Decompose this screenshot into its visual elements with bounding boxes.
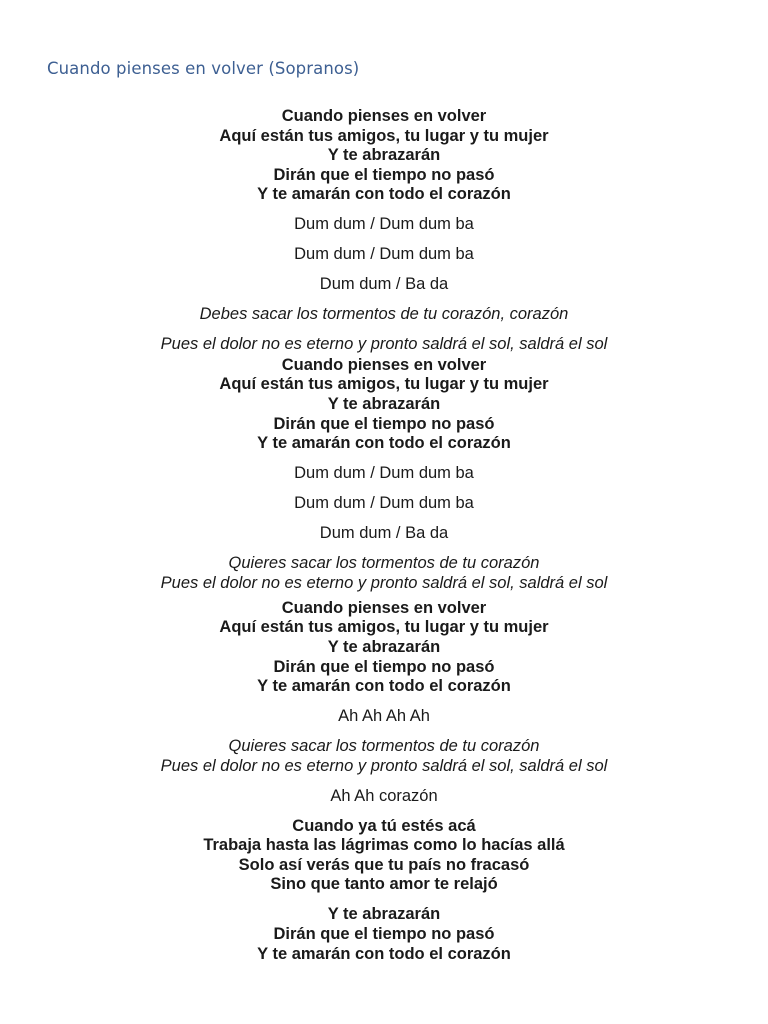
verse-block [0, 554, 768, 593]
vocal-block [0, 787, 768, 807]
lyric-line: Pues el dolor no es eterno y pronto saldrá el sol, saldrá el sol [160, 335, 608, 354]
verse-block [0, 305, 768, 325]
vocal-block [0, 464, 768, 484]
chorus-block [0, 107, 768, 205]
lyric-line: Quieres sacar los tormentos de tu corazón [228, 737, 540, 756]
chorus-block [0, 599, 768, 697]
document-title: Cuando pienses en volver (Sopranos) [47, 59, 360, 78]
lyric-line: Dum dum / Dum dum ba [294, 245, 474, 264]
vocal-block [0, 707, 768, 727]
lyric-line: Dirán que el tiempo no pasó [273, 414, 495, 433]
lyric-line: Dum dum / Dum dum ba [294, 464, 474, 483]
lyric-line: Dirán que el tiempo no pasó [273, 925, 495, 944]
lyric-line: Ah Ah Ah Ah [338, 707, 430, 726]
lyric-line: Dum dum / Ba da [319, 524, 449, 543]
bridge-block [0, 817, 768, 895]
vocal-block [0, 524, 768, 544]
lyric-line: Sino que tanto amor te relajó [270, 875, 498, 894]
lyric-line: Y te abrazarán [327, 637, 441, 656]
vocal-block [0, 215, 768, 235]
lyric-line: Debes sacar los tormentos de tu corazón, corazón [199, 305, 569, 324]
vocal-block [0, 275, 768, 295]
lyric-line: Y te amarán con todo el corazón [257, 185, 511, 204]
lyric-line: Y te abrazarán [327, 146, 441, 165]
lyric-line: Aquí están tus amigos, tu lugar y tu mujer [219, 126, 549, 145]
chorus-block [0, 905, 768, 964]
lyric-line: Cuando pienses en volver [281, 107, 487, 125]
lyric-line: Y te amarán con todo el corazón [257, 944, 511, 963]
vocal-block [0, 245, 768, 265]
lyric-line: Cuando pienses en volver [281, 355, 487, 374]
lyric-line: Y te abrazarán [327, 395, 441, 414]
lyric-line: Cuando ya tú estés acá [292, 816, 476, 835]
lyric-line: Cuando pienses en volver [281, 598, 487, 617]
lyric-line: Dirán que el tiempo no pasó [273, 165, 495, 184]
lyric-line: Dum dum / Ba da [319, 275, 449, 294]
lyric-line: Trabaja hasta las lágrimas como lo hacías allá [203, 836, 565, 855]
lyric-line: Dum dum / Dum dum ba [294, 215, 474, 234]
lyric-line: Dum dum / Dum dum ba [294, 494, 474, 513]
lyric-line: Pues el dolor no es eterno y pronto saldrá el sol, saldrá el sol [160, 756, 608, 775]
lyrics-body [0, 107, 768, 964]
lyric-line: Aquí están tus amigos, tu lugar y tu mujer [219, 618, 549, 637]
verse-block [0, 335, 768, 355]
lyric-line: Quieres sacar los tormentos de tu corazón [228, 554, 540, 573]
lyric-line: Y te amarán con todo el corazón [257, 677, 511, 696]
vocal-block [0, 494, 768, 514]
verse-block [0, 737, 768, 776]
lyric-line: Dirán que el tiempo no pasó [273, 657, 495, 676]
lyric-line: Ah Ah corazón [330, 786, 438, 805]
lyric-line: Aquí están tus amigos, tu lugar y tu mujer [219, 375, 549, 394]
chorus-block [0, 356, 768, 454]
lyric-line: Y te amarán con todo el corazón [257, 434, 511, 453]
lyric-line: Pues el dolor no es eterno y pronto saldrá el sol, saldrá el sol [160, 573, 608, 592]
lyric-line: Solo así verás que tu país no fracasó [238, 855, 530, 874]
lyric-line: Y te abrazarán [327, 905, 441, 924]
